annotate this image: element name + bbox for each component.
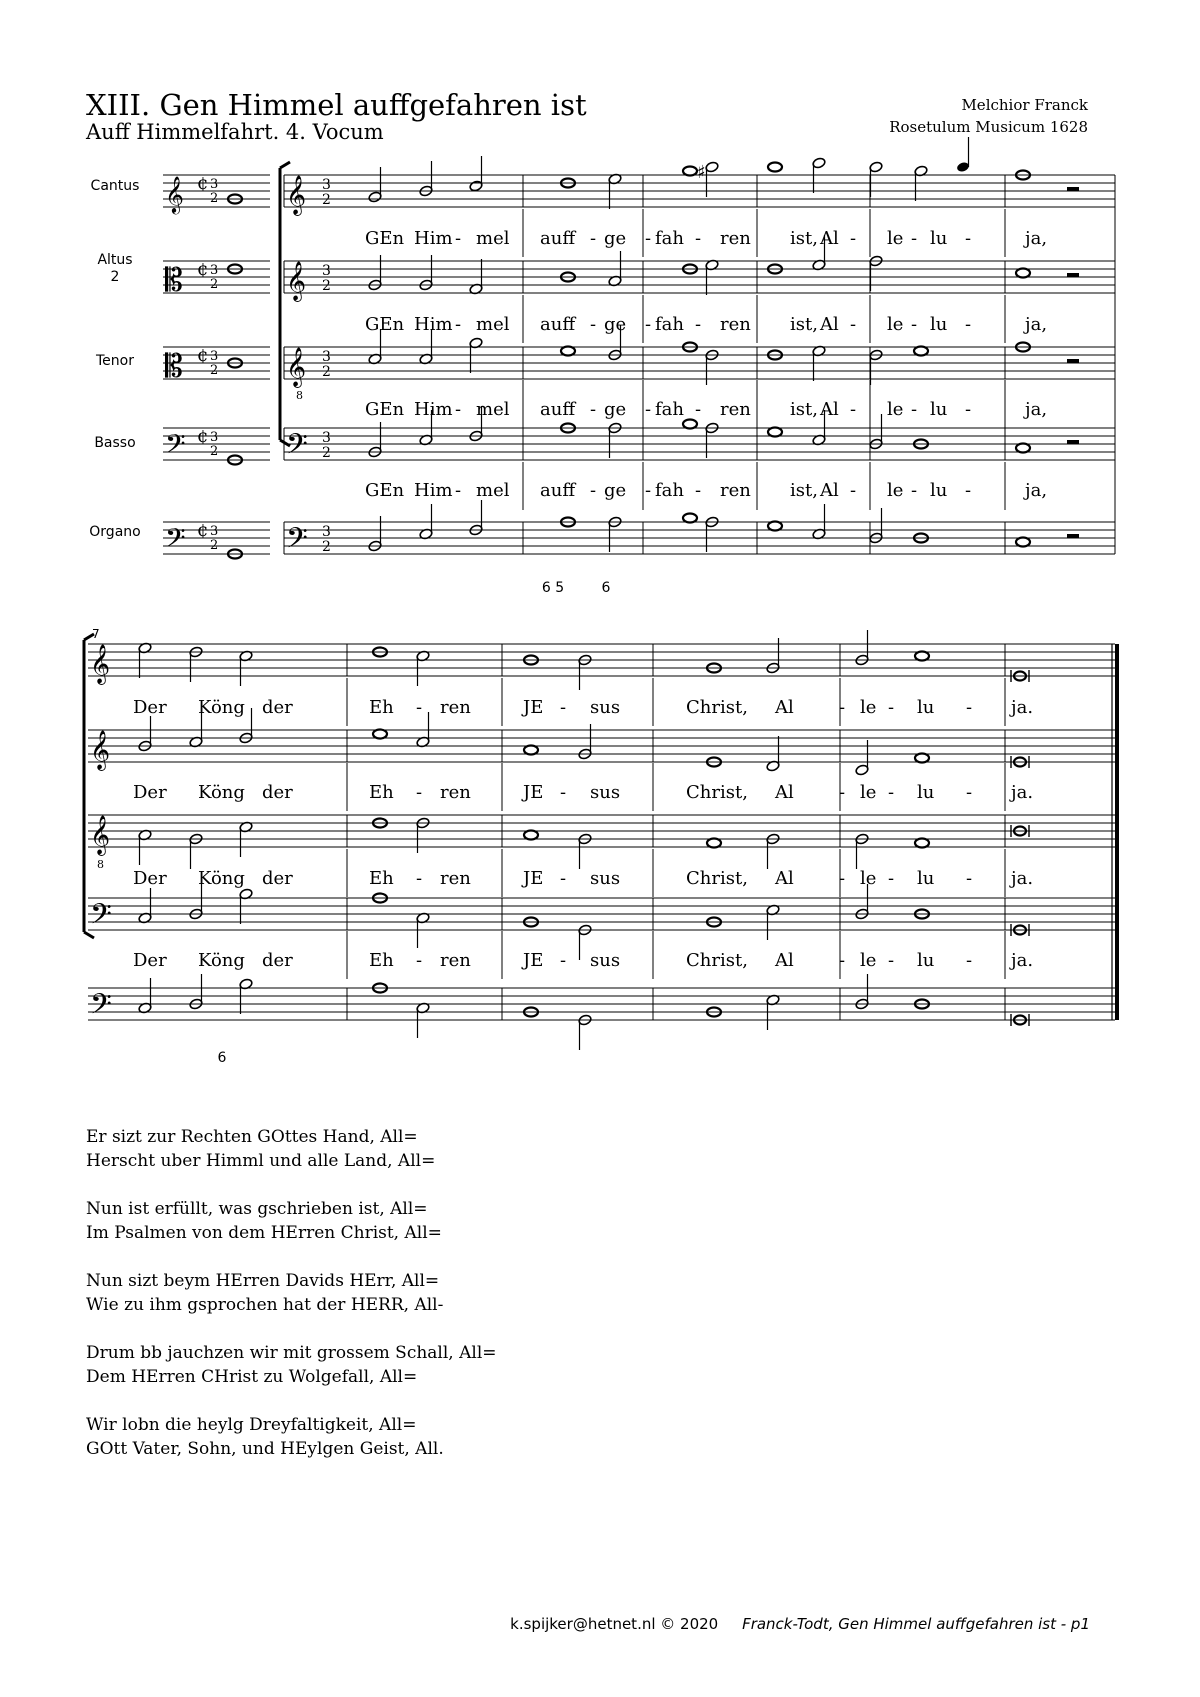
lyric-syllable: mel (476, 228, 510, 249)
half-rest (1067, 440, 1079, 444)
whole-note (683, 514, 697, 523)
lyric-syllable: fah (655, 228, 684, 249)
stanza (86, 1413, 497, 1461)
lyric-syllable: le (887, 228, 904, 249)
lyric-syllable: Him (414, 399, 453, 420)
lyric-syllable: Köng (198, 782, 245, 803)
part-name-label: Basso (94, 435, 136, 451)
whole-note (707, 839, 721, 848)
mensuration-sign: ¢ (197, 426, 209, 447)
lyric-syllable: - (888, 782, 895, 803)
lyric-syllable: lu (930, 314, 948, 335)
lyric-syllable: Eh (369, 782, 394, 803)
mensuration-sign: ¢ (197, 345, 209, 366)
lyric-syllable: lu (917, 782, 935, 803)
lyric-syllable: sus (590, 782, 621, 803)
clef-icon: 𝄢 (286, 428, 308, 468)
lyric-syllable: - (965, 480, 972, 501)
lyric-syllable: Al (775, 950, 794, 971)
lyric-syllable: - (455, 480, 462, 501)
lyric-syllable: auff (540, 480, 576, 501)
stanza (86, 1125, 497, 1173)
clef-icon: 𝄞 (90, 730, 111, 770)
lyric-syllable: mel (476, 314, 510, 335)
lyric-syllable: - (455, 314, 462, 335)
lyric-syllable: Him (414, 480, 453, 501)
clef-icon: 𝄡 (165, 261, 183, 299)
lyric-syllable: le (860, 782, 877, 803)
whole-note (1016, 538, 1030, 547)
lyric-syllable: - (416, 950, 423, 971)
footer-page-ref: Franck-Todt, Gen Himmel auffgefahren ist - p1 (742, 1615, 1090, 1633)
lyric-syllable: GEn (365, 314, 405, 335)
lyric-syllable: ren (440, 868, 471, 889)
lyric-syllable: lu (930, 399, 948, 420)
stanza (86, 1197, 497, 1245)
time-signature-denominator: 2 (322, 192, 331, 208)
whole-note (524, 746, 538, 755)
lyric-syllable: Al (775, 782, 794, 803)
lyric-syllable: ja. (1011, 697, 1034, 718)
lyric-syllable: Christ, (686, 697, 748, 718)
page-subtitle: Auff Himmelfahrt. 4. Vocum (86, 120, 384, 144)
whole-note (1016, 269, 1030, 278)
time-signature-denominator: 2 (210, 277, 219, 292)
octave-marker: 8 (296, 389, 303, 402)
lyric-syllable: - (965, 399, 972, 420)
whole-note (1016, 444, 1030, 453)
lyric-syllable: JE (523, 697, 544, 718)
lyric-syllable: ist, (790, 480, 818, 501)
lyric-syllable: Him (414, 228, 453, 249)
whole-note (915, 754, 929, 763)
clef-icon: 𝄞 (286, 175, 307, 215)
lyric-syllable: Al (820, 480, 839, 501)
whole-note (768, 522, 782, 531)
lyric-syllable: - (416, 697, 423, 718)
lyric-syllable: - (850, 480, 857, 501)
lyric-syllable: ren (720, 228, 751, 249)
time-signature-numerator: 3 (322, 524, 331, 540)
lyric-syllable: ja, (1025, 480, 1048, 501)
part-name-label: 2 (110, 269, 120, 285)
stanza-line: GOtt Vater, Sohn, und HEylgen Geist, All. (86, 1439, 444, 1459)
lyric-syllable: Köng (198, 950, 245, 971)
whole-note (915, 652, 929, 661)
lyric-syllable: - (888, 697, 895, 718)
stanza (86, 1341, 497, 1389)
whole-note (683, 420, 697, 429)
time-signature-denominator: 2 (322, 539, 331, 555)
whole-note (524, 831, 538, 840)
lyric-syllable: sus (590, 950, 621, 971)
time-signature-denominator: 2 (322, 445, 331, 461)
stanza-line: Nun sizt beym HErren Davids HErr, All= (86, 1271, 440, 1291)
half-rest (1067, 534, 1079, 538)
lyric-syllable: sus (590, 697, 621, 718)
time-signature-numerator: 3 (322, 263, 331, 279)
lyric-syllable: - (645, 228, 652, 249)
lyric-syllable: le (887, 314, 904, 335)
lyric-syllable: auff (540, 399, 576, 420)
time-signature-denominator: 2 (322, 278, 331, 294)
clef-icon: 𝄞 (90, 644, 111, 684)
whole-note (915, 839, 929, 848)
lyric-syllable: Der (133, 868, 167, 889)
clef-icon: 𝄞 (286, 261, 307, 301)
lyric-syllable: sus (590, 868, 621, 889)
figured-bass-number: 6 (601, 580, 611, 596)
lyric-syllable: - (695, 228, 702, 249)
lyric-syllable: der (262, 868, 293, 889)
lyric-syllable: Eh (369, 950, 394, 971)
clef-icon: 𝄢 (286, 522, 308, 562)
lyric-syllable: Köng (198, 697, 245, 718)
measure-number: 7 (92, 627, 100, 641)
lyric-syllable: - (966, 782, 973, 803)
lyric-syllable: - (966, 950, 973, 971)
lyric-syllable: ja. (1011, 782, 1034, 803)
lyric-syllable: ge (604, 399, 627, 420)
composer-name: Melchior Franck (961, 96, 1088, 114)
lyric-syllable: - (888, 950, 895, 971)
lyric-syllable: ist, (790, 399, 818, 420)
part-name-label: Cantus (90, 178, 140, 194)
lyric-syllable: ja. (1011, 950, 1034, 971)
mensuration-sign: ¢ (197, 520, 209, 541)
lyric-syllable: mel (476, 480, 510, 501)
lyric-syllable: Christ, (686, 868, 748, 889)
part-name-label: Tenor (96, 353, 134, 369)
time-signature-numerator: 3 (210, 430, 219, 445)
whole-note (914, 347, 928, 356)
clef-icon: 𝄢 (90, 898, 112, 938)
time-signature-denominator: 2 (210, 191, 219, 206)
time-signature-numerator: 3 (210, 524, 219, 539)
lyric-syllable: JE (523, 782, 544, 803)
time-signature-denominator: 2 (210, 444, 219, 459)
sharp-accidental: ♯ (697, 162, 706, 183)
lyric-syllable: Him (414, 314, 453, 335)
lyric-syllable: - (455, 399, 462, 420)
lyric-syllable: - (695, 314, 702, 335)
stanza-line: Er sizt zur Rechten GOttes Hand, All= (86, 1127, 418, 1147)
lyric-syllable: ren (720, 314, 751, 335)
clef-icon: 𝄞 (90, 815, 111, 855)
figured-bass-number: 6 5 (541, 580, 565, 596)
lyric-syllable: - (560, 868, 567, 889)
lyric-syllable: Der (133, 950, 167, 971)
lyric-syllable: Christ, (686, 950, 748, 971)
clef-icon: 𝄢 (165, 522, 186, 560)
lyric-syllable: Al (820, 314, 839, 335)
lyric-syllable: ja. (1011, 868, 1034, 889)
stanzas-block (86, 1125, 497, 1485)
footer-contact: k.spijker@hetnet.nl © 2020 (510, 1615, 719, 1633)
lyric-syllable: le (887, 399, 904, 420)
time-signature-denominator: 2 (322, 364, 331, 380)
whole-note (561, 347, 575, 356)
lyric-syllable: auff (540, 314, 576, 335)
page-footer (510, 1615, 1090, 1633)
lyric-syllable: - (695, 399, 702, 420)
lyric-syllable: le (860, 697, 877, 718)
lyric-syllable: fah (655, 480, 684, 501)
lyric-syllable: lu (917, 868, 935, 889)
part-name-label: Organo (89, 524, 141, 540)
lyric-syllable: ren (440, 782, 471, 803)
lyric-syllable: mel (476, 399, 510, 420)
lyric-syllable: GEn (365, 480, 405, 501)
lyric-syllable: - (888, 868, 895, 889)
lyric-syllable: - (590, 399, 597, 420)
source-reference: Rosetulum Musicum 1628 (889, 118, 1088, 136)
figured-bass-number: 6 (217, 1050, 227, 1066)
stanza-line: Wie zu ihm gsprochen hat der HERR, All- (86, 1295, 444, 1315)
lyric-syllable: Al (775, 697, 794, 718)
time-signature-denominator: 2 (210, 363, 219, 378)
lyric-syllable: ge (604, 480, 627, 501)
lyric-syllable: Al (820, 228, 839, 249)
lyric-syllable: - (416, 782, 423, 803)
lyric-syllable: GEn (365, 228, 405, 249)
lyric-syllable: Christ, (686, 782, 748, 803)
lyric-syllable: fah (655, 399, 684, 420)
lyric-syllable: ja, (1025, 228, 1048, 249)
lyric-syllable: Eh (369, 697, 394, 718)
lyric-syllable: der (262, 950, 293, 971)
lyric-syllable: - (416, 868, 423, 889)
lyric-syllable: ge (604, 314, 627, 335)
lyric-syllable: - (911, 228, 918, 249)
time-signature-denominator: 2 (210, 538, 219, 553)
lyric-syllable: - (850, 399, 857, 420)
lyric-syllable: - (695, 480, 702, 501)
lyric-syllable: ja, (1025, 399, 1048, 420)
whole-note (373, 730, 387, 739)
time-signature-numerator: 3 (210, 177, 219, 192)
time-signature-numerator: 3 (210, 263, 219, 278)
lyric-syllable: fah (655, 314, 684, 335)
lyric-syllable: - (839, 950, 846, 971)
stanza-line: Herscht uber Himml und alle Land, All= (86, 1151, 436, 1171)
lyric-syllable: GEn (365, 399, 405, 420)
lyric-syllable: - (966, 697, 973, 718)
lyric-syllable: - (645, 480, 652, 501)
lyric-syllable: - (560, 950, 567, 971)
lyric-syllable: lu (917, 697, 935, 718)
lyric-syllable: - (645, 314, 652, 335)
lyric-syllable: - (911, 480, 918, 501)
clef-icon: 𝄡 (165, 347, 183, 385)
lyric-syllable: - (645, 399, 652, 420)
lyric-syllable: le (887, 480, 904, 501)
lyric-syllable: - (590, 480, 597, 501)
clef-icon: 𝄞 (286, 347, 307, 387)
time-signature-numerator: 3 (322, 177, 331, 193)
lyric-syllable: - (560, 782, 567, 803)
stanza-line: Wir lobn die heylg Dreyfaltigkeit, All= (86, 1415, 417, 1435)
lyric-syllable: - (911, 399, 918, 420)
lyric-syllable: lu (930, 228, 948, 249)
page-title: XIII. Gen Himmel auffgefahren ist (86, 88, 587, 122)
clef-icon: 𝄢 (165, 428, 186, 466)
lyric-syllable: ren (720, 480, 751, 501)
lyric-syllable: - (839, 782, 846, 803)
time-signature-numerator: 3 (210, 349, 219, 364)
lyric-syllable: der (262, 782, 293, 803)
time-signature-numerator: 3 (322, 349, 331, 365)
whole-note (768, 163, 782, 172)
half-rest (1067, 187, 1079, 191)
lyric-syllable: - (839, 697, 846, 718)
lyric-syllable: Eh (369, 868, 394, 889)
lyric-syllable: Köng (198, 868, 245, 889)
lyric-syllable: le (860, 950, 877, 971)
stanza-line: Dem HErren CHrist zu Wolgefall, All= (86, 1367, 418, 1387)
lyric-syllable: Der (133, 782, 167, 803)
lyric-syllable: lu (917, 950, 935, 971)
half-rest (1067, 273, 1079, 277)
stanza-line: Nun ist erfüllt, was gschrieben ist, All= (86, 1199, 428, 1219)
half-rest (1067, 359, 1079, 363)
lyric-syllable: - (590, 314, 597, 335)
lyric-syllable: - (965, 314, 972, 335)
lyric-syllable: ren (440, 697, 471, 718)
lyric-syllable: Der (133, 697, 167, 718)
lyric-syllable: Al (775, 868, 794, 889)
lyric-syllable: ist, (790, 228, 818, 249)
part-name-label: Altus (97, 252, 133, 268)
stanza-line: Drum bb jauchzen wir mit grossem Schall, All= (86, 1343, 497, 1363)
lyric-syllable: - (911, 314, 918, 335)
lyric-syllable: JE (523, 950, 544, 971)
clef-icon: 𝄢 (90, 988, 112, 1028)
lyric-syllable: le (860, 868, 877, 889)
lyric-syllable: - (850, 314, 857, 335)
lyric-syllable: - (560, 697, 567, 718)
lyric-syllable: lu (930, 480, 948, 501)
lyric-syllable: - (839, 868, 846, 889)
lyric-syllable: ren (720, 399, 751, 420)
lyric-syllable: - (590, 228, 597, 249)
lyric-syllable: - (966, 868, 973, 889)
octave-marker: 8 (97, 858, 104, 871)
lyric-syllable: auff (540, 228, 576, 249)
clef-icon: 𝄞 (165, 175, 184, 213)
lyric-syllable: - (850, 228, 857, 249)
lyric-syllable: - (455, 228, 462, 249)
mensuration-sign: ¢ (197, 173, 209, 194)
lyric-syllable: Al (820, 399, 839, 420)
stanza-line: Im Psalmen von dem HErren Christ, All= (86, 1223, 442, 1243)
lyric-syllable: ren (440, 950, 471, 971)
lyric-syllable: ist, (790, 314, 818, 335)
lyric-syllable: JE (523, 868, 544, 889)
mensuration-sign: ¢ (197, 259, 209, 280)
whole-note (768, 428, 782, 437)
whole-note (683, 167, 697, 176)
lyric-syllable: ja, (1025, 314, 1048, 335)
lyric-syllable: - (965, 228, 972, 249)
stanza (86, 1269, 497, 1317)
lyric-syllable: ge (604, 228, 627, 249)
lyric-syllable: der (262, 697, 293, 718)
time-signature-numerator: 3 (322, 430, 331, 446)
